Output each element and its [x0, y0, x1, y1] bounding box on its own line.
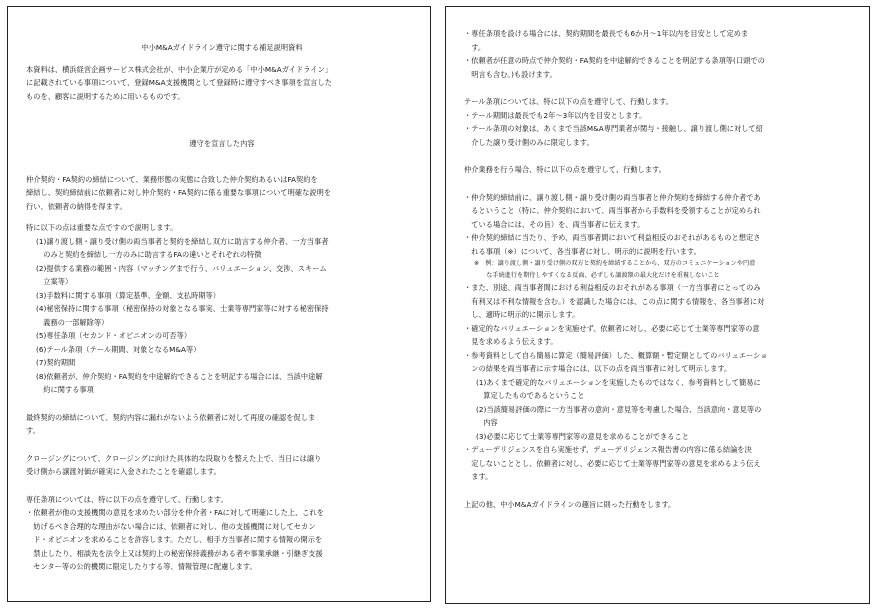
list-item: (2)当該簡易評価の際に一方当事者の意向・意見等を考慮した場合、当該意向・意見等の	[476, 404, 762, 414]
text-line: ンの結果を両当事者に示す場合には、以下の点を両当事者に対して明示します。	[464, 364, 732, 373]
note-example	[464, 258, 855, 281]
bullets-exclusive-clause	[464, 27, 855, 81]
bullet-due-diligence	[464, 443, 855, 484]
text-line: ・依頼者が任意の時点で仲介契約・FA契約を中途解約できることを明記する条項等(口頭での	[464, 56, 765, 65]
text-line: に記載されている事項について、登録M&A支援機関として登録時に遵守すべき事項を宣言した	[26, 78, 332, 87]
bullets-agency-a	[464, 191, 855, 259]
text-line: ・デューデリジェンスを自ら実施せず、デューデリジェンス報告書の内容に係る結論を決	[464, 445, 752, 454]
text-line: クロージングについて、クロージングに向けた具体的な段取りを整えた上で、当日には譲り	[26, 453, 322, 463]
text-line: 本資料は、横浜経営企画サービス株式会社が、中小企業庁が定める「中小M&Aガイドライン」	[26, 64, 332, 74]
text-line: センター等の公的機関に限定したりする等、情報管理に配慮します。	[26, 562, 257, 571]
text-line: す。	[464, 42, 486, 52]
list-item: (1)あくまで確定的なバリュエーションを実施したものではなく、参考資料として簡易に	[476, 377, 761, 387]
text-line: な手続進行を期待しやすくなる反面、必ずしも譲渡額の最大化だけを重視しないこと	[474, 271, 720, 279]
text-line: 介した譲り受け側のみに限定します。	[464, 137, 594, 147]
text-line: れる事項（※）について、各当事者に対し、明示的に説明を行います。	[464, 246, 701, 256]
list-item: 約に関する事項	[36, 385, 94, 394]
list-item: (6)テール条項（テール期間、対象となるM&A等）	[36, 344, 201, 354]
text-line: 有利又は不利な情報を含む。）を認識した場合には、この点に関する情報を、各当事者に対	[464, 296, 765, 306]
text-line: 見を求めるよう伝えます。	[464, 337, 558, 346]
text-line: ・仲介契約締結に当たり、予め、両当事者間において利益相反のおそれがあるものと想定さ	[464, 233, 761, 242]
list-item: 立案等）	[36, 277, 73, 286]
text-line: ・確定的なバリュエーションを実施せず、依頼者に対し、必要に応じて士業等専門家等の意	[464, 323, 760, 333]
paragraph-agreement	[26, 173, 418, 214]
text-line: 定しないこととし、依頼者に対し、必要に応じて士業等専門家等の意見を求めるよう伝え	[464, 458, 761, 468]
text-line: ものを、顧客に説明するために用いるものです。	[26, 91, 185, 101]
text-line: ※ 例：譲り渡し側・譲り受け側の双方と契約を締結することから、双方のコミュニケーションや円滑	[474, 260, 756, 267]
list-item: (4)秘密保持に関する事項（秘密保持の対象となる事実、士業等専門家等に対する秘密保持	[36, 304, 329, 313]
text-line: ド・オピニオンを求めることを許容します。ただし、相手方当事者に関する情報の開示を	[26, 535, 323, 544]
text-line: 明言も含む。)も設けます。	[464, 69, 557, 79]
text-line: す。	[26, 426, 40, 435]
list-item: (5)専任条項（セカンド・オピニオンの可否等）	[36, 331, 192, 340]
list-item: 義務の一部解除等）	[36, 317, 109, 327]
list-item: (7)契約期間	[36, 358, 76, 367]
text-line: 妨げるべき合理的な理由がない場合には、依頼者に対し、他の支援機関に対してセカン	[26, 521, 316, 531]
text-line: ている場合には、その旨）を、両当事者に伝えます。	[464, 219, 645, 229]
list-item: 算定したものであるということ	[476, 391, 585, 400]
text-line: 仲介業務を行う場合、特に以下の点を遵守して、行動します。	[464, 165, 666, 174]
text-line: ・また、別途、両当事者間における利益相反のおそれがある事項（一方当事者にとってのみ	[464, 283, 761, 292]
text-line: ・専任条項を設ける場合には、契約期間を最長でも6か月～1年以内を目安として定めま	[464, 29, 749, 38]
list-item: (2)提供する業務の範囲・内容（マッチングまで行う、バリュエーション、交渉、スキーム	[36, 263, 327, 273]
text-line: るということ（特に、仲介契約において、両当事者から手数料を受領することが定められ	[464, 206, 761, 215]
list-item: (3)手数料に関する事項（算定基準、金額、支払時期等）	[36, 290, 221, 300]
text-line: ます。	[464, 472, 493, 481]
text-line: し、適時に明示的に開示します。	[464, 310, 580, 319]
text-line: 受け側から譲渡対価が確実に入金されたことを確認します。	[26, 467, 221, 476]
text-line: 締結し、契約締結前に依頼者に対し仲介契約・FA契約に係る重要な事項について明確な説明を	[26, 188, 332, 197]
text-line: ・テール条項の対象は、あくまで当該M&A専門業者が関与・接触し、譲り渡し側に対して紹	[464, 124, 763, 133]
text-line: ・テール期間は最長でも2年～3年以内を目安とします。	[464, 110, 647, 120]
document-title: 中小M&Aガイドライン遵守に関する補足説明資料	[141, 43, 303, 52]
bullets-agency-b	[464, 281, 855, 376]
text-line: ・参考資料として自ら簡易に算定（簡易評価）した、概算額・暫定額としてのバリュエーショ	[464, 350, 768, 360]
closing-statement: 上記の他、中小M&Aガイドラインの趣旨に則った行動をします。	[464, 499, 676, 509]
section-heading: 遵守を宣言した内容	[189, 139, 255, 148]
text-line: 最終契約の締結について、契約内容に漏れがないよう依頼者に対して再度の確認を促しま	[26, 412, 316, 422]
text-line: 仲介契約・FA契約の締結について、業務形態の実態に合致した仲介契約あるいはFA契約を	[26, 174, 318, 184]
paragraph-final-contract	[26, 411, 418, 438]
list-item: (1)譲り渡し側・譲り受け側の両当事者と契約を締結し双方に助言する仲介者、一方当事者	[36, 236, 329, 246]
document-page-left	[7, 6, 431, 602]
text-line: 特に以下の点は重要な点ですので説明します。	[26, 223, 178, 232]
numbered-sub-list	[464, 376, 855, 444]
text-line: 行い、依頼者の納得を得ます。	[26, 201, 127, 211]
list-item: 内容	[476, 418, 498, 427]
list-item: (3)必要に応じて士業等専門家等の意見を求めることができること	[476, 431, 689, 441]
text-line: 専任条項については、特に以下の点を遵守して、行動します。	[26, 494, 228, 504]
text-line: ・依頼者が他の支援機関の意見を求めたい部分を仲介者・FAに対して明確にした上、これを	[26, 508, 324, 517]
document-page-right	[445, 6, 870, 604]
list-item: (8)依頼者が、仲介契約・FA契約を中途解約できることを明記する場合には、当該中途解	[36, 371, 323, 381]
numbered-list	[26, 235, 418, 397]
bullets-tail-clause	[464, 109, 855, 150]
text-line: 禁止したり、相談先を法令上又は契約上の秘密保持義務がある者や事業承継・引継ぎ支援	[26, 548, 323, 558]
paragraph-closing-procedure	[26, 452, 418, 479]
intro-paragraph	[26, 63, 418, 104]
text-line: ・仲介契約締結前に、譲り渡し側・譲り受け側の両当事者と仲介契約を締結する仲介者であ	[464, 192, 761, 202]
bullet-second-opinion	[26, 506, 418, 574]
list-item: のみと契約を締結し一方のみに助言するFAの違いとそれぞれの特徴	[36, 250, 262, 259]
text-line: テール条項については、特に以下の点を遵守して、行動します。	[464, 97, 673, 106]
